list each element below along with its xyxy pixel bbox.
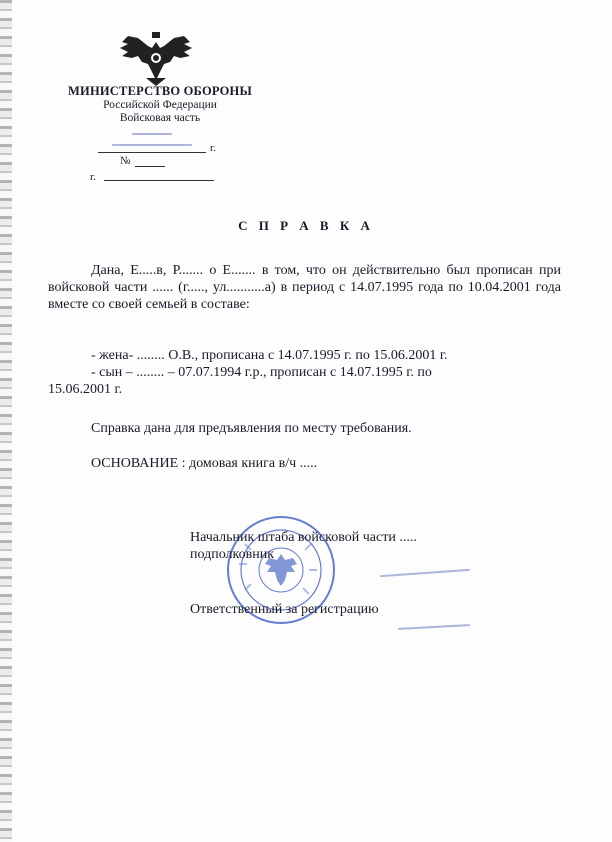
number-prefix: № xyxy=(120,155,131,167)
family-member-son-continued: 15.06.2001 г. xyxy=(48,382,123,397)
purpose-line: Справка дана для предъявления по месту требования. xyxy=(91,421,412,436)
scan-edge-shadow xyxy=(0,0,12,842)
date-suffix: г. xyxy=(210,142,217,154)
family-member-son: - сын – ........ – 07.07.1994 г.р., прописан с 14.07.1995 г. по xyxy=(91,365,432,380)
certificate-text: Дана, Е.....в, Р....... о Е....... в том, что он действительно был прописан при войсковой части ...... (г....., ул...........а) в период с 14.07.1995 года по 10.04.2001 года вместе со своей семьей в составе: xyxy=(48,263,561,312)
registrar-title: Ответственный за регистрацию xyxy=(190,602,379,617)
handwritten-date xyxy=(112,144,192,146)
handwritten-unit-number xyxy=(132,133,172,135)
city-blank xyxy=(104,168,214,181)
double-headed-eagle-icon xyxy=(118,28,194,88)
chief-of-staff-rank: подполковник xyxy=(190,547,274,562)
city-prefix: г. xyxy=(90,171,97,183)
number-blank xyxy=(135,154,165,167)
military-unit-label: Войсковая часть xyxy=(119,112,201,124)
basis-line: ОСНОВАНИЕ : домовая книга в/ч ..... xyxy=(91,456,318,471)
ministry-title: МИНИСТЕРСТВО ОБОРОНЫ xyxy=(68,84,252,98)
registrar-signature xyxy=(398,624,470,630)
date-blank xyxy=(98,140,206,153)
family-member-wife: - жена- ........ О.В., прописана с 14.07.1995 г. по 15.06.2001 г. xyxy=(91,348,448,363)
chief-signature xyxy=(380,569,470,577)
chief-of-staff-title: Начальник штаба войсковой части ..... xyxy=(190,530,417,545)
certificate-paragraph xyxy=(48,262,561,313)
federation-subtitle: Российской Федерации xyxy=(103,99,217,111)
document-title: С П Р А В К А xyxy=(238,218,374,233)
